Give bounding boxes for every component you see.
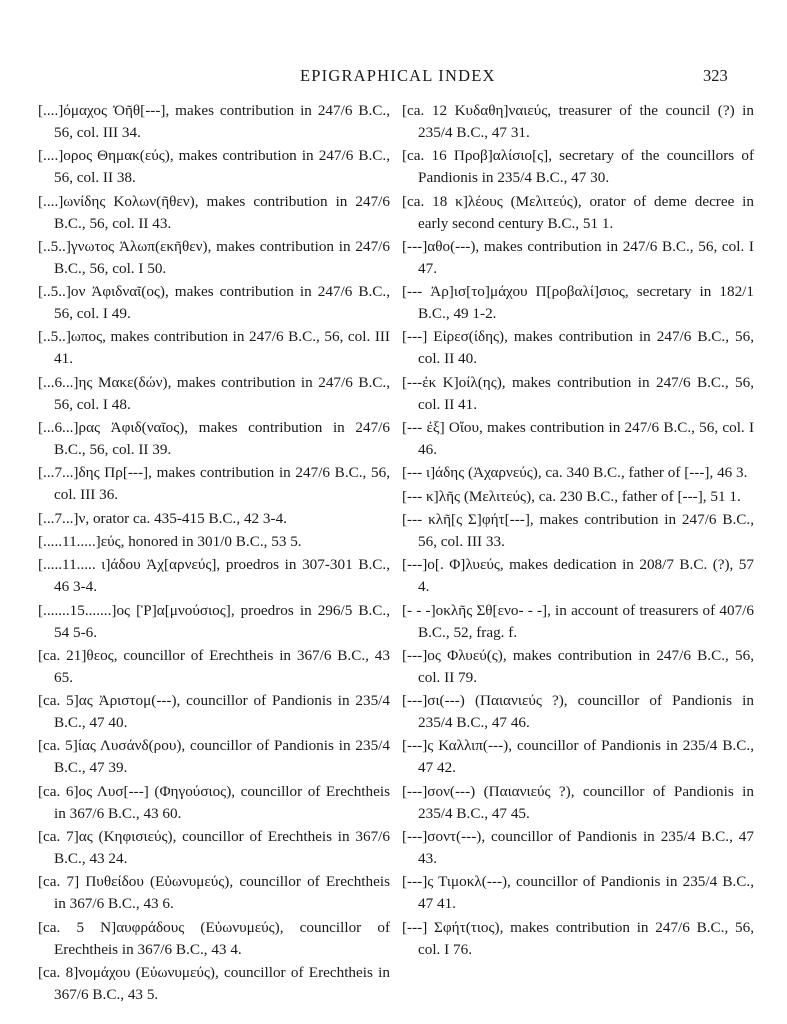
index-entry: [ca. 7] Πυθείδου (Εὐωνυμεύς), councillor of Erechtheis in 367/6 B.C., 43 6. [38,873,390,913]
page-header [0,66,787,90]
left-column [38,100,390,1007]
page-number: 323 [703,66,728,85]
index-entry: [--- ἐξ] Οἴου, makes contribution in 247/6 B.C., 56, col. I 46. [402,419,754,459]
index-entry: [ca. 8]νομάχου (Εὐωνυμεύς), councillor of Erechtheis in 367/6 B.C., 43 5. [38,963,390,1003]
index-entry: [ca. 5]ίας Λυσάνδ(ρου), councillor of Pandionis in 235/4 B.C., 47 39. [38,737,390,777]
index-entry: [....]όμαχος Ὀῆθ[---], makes contribution in 247/6 B.C., 56, col. III 34. [38,102,390,141]
index-entry: [---]σον(---) (Παιανιεύς ?), councillor of Pandionis in 235/4 B.C., 47 45. [402,782,754,822]
index-entry: [...6...]ρας Ἀφιδ(ναῖος), makes contribution in 247/6 B.C., 56, col. II 39. [38,419,390,459]
index-entry: [ca. 16 Προβ]αλίσιο[ς], secretary of the councillors of Pandionis in 235/4 B.C., 47 30. [402,147,754,187]
index-entry: [...7...]δης Πρ[---], makes contribution in 247/6 B.C., 56, col. III 36. [38,464,390,504]
index-entry: [..5..]γνωτος Ἀλωπ(εκῆθεν), makes contribution in 247/6 B.C., 56, col. I 50. [38,237,390,277]
index-entry: [.....11.....]εύς, honored in 301/0 B.C., 53 5. [38,532,302,550]
index-entry: [--- Ἀρ]ισ[το]μάχου Π[ροβαλί]σιος, secretary in 182/1 B.C., 49 1-2. [402,283,754,323]
index-entry: [---]αθο(---), makes contribution in 247/6 B.C., 56, col. I 47. [402,237,754,277]
index-entry: [ca. 7]ας (Κηφισιεύς), councillor of Erechtheis in 367/6 B.C., 43 24. [38,828,390,868]
index-entry: [....]ωνίδης Κολων(ῆθεν), makes contribution in 247/6 B.C., 56, col. II 43. [38,192,390,232]
index-entry: [---]σι(---) (Παιανιεύς ?), councillor of Pandionis in 235/4 B.C., 47 46. [402,692,754,732]
index-entry: [---ἐκ Κ]οίλ(ης), makes contribution in 247/6 B.C., 56, col. II 41. [402,373,754,413]
index-entry: [---]σοντ(---), councillor of Pandionis in 235/4 B.C., 47 43. [402,828,754,868]
index-entry: [--- κλῆ[ς Σ]φήτ[---], makes contribution in 247/6 B.C., 56, col. III 33. [402,510,754,550]
index-entry: [ca. 5]ας Ἀριστομ(---), councillor of Pandionis in 235/4 B.C., 47 40. [38,692,390,732]
index-entry: [ca. 12 Κυδαθη]ναιεύς, treasurer of the council (?) in 235/4 B.C., 47 31. [402,102,754,141]
index-entry: [...7...]ν, orator ca. 435-415 B.C., 42 3-4. [38,509,287,527]
index-entry: [- - -]οκλῆς Σθ[ενο- - -], in account of treasurers of 407/6 B.C., 52, frag. f. [402,601,754,641]
index-entry: [ca. 5 N]αυφράδους (Εὐωνυμεύς), councillor of Erechtheis in 367/6 B.C., 43 4. [38,918,390,958]
index-entry: [---]ο[. Φ]λυεύς, makes dedication in 208/7 B.C. (?), 57 4. [402,556,754,596]
index-entry: [---] Εἰρεσ(ίδης), makes contribution in 247/6 B.C., 56, col. II 40. [402,328,754,368]
index-entry: [---] Σφήτ(τιος), makes contribution in 247/6 B.C., 56, col. I 76. [402,918,754,958]
index-entry: [---]ος Φλυεύ(ς), makes contribution in 247/6 B.C., 56, col. II 79. [402,646,754,686]
index-entry: [ca. 6]ος Λυσ[---] (Φηγούσιος), councillor of Erechtheis in 367/6 B.C., 43 60. [38,782,390,822]
index-entry: [--- ι]άδης (Ἀχαρνεύς), ca. 340 B.C., father of [---], 46 3. [402,464,748,482]
index-entry: [---]ς Τιμοκλ(---), councillor of Pandionis in 235/4 B.C., 47 41. [402,873,754,913]
index-entry: [ca. 21]θεος, councillor of Erechtheis in 367/6 B.C., 43 65. [38,646,390,686]
index-entry: [---]ς Καλλιπ(---), councillor of Pandionis in 235/4 B.C., 47 42. [402,737,754,777]
index-entry: [...6...]ης Μακε(δών), makes contribution in 247/6 B.C., 56, col. I 48. [38,373,390,413]
index-entry: [.....11..... ι]άδου Ἀχ[αρνεύς], proedros in 307-301 B.C., 46 3-4. [38,556,390,596]
index-entry: [ca. 18 κ]λέους (Μελιτεύς), orator of deme decree in early second century B.C., 51 1. [402,192,754,232]
index-entry: [--- κ]λῆς (Μελιτεύς), ca. 230 B.C., father of [---], 51 1. [402,487,741,505]
running-title: EPIGRAPHICAL INDEX [300,66,496,85]
index-entry: [..5..]ον Ἀφιδναῖ(ος), makes contribution in 247/6 B.C., 56, col. I 49. [38,283,390,323]
index-entry: [.......15.......]ος [Ῥ]α[μνούσιος], proedros in 296/5 B.C., 54 5-6. [38,601,390,641]
index-entry: [..5..]ωπος, makes contribution in 247/6 B.C., 56, col. III 41. [38,328,390,368]
index-entry: [....]ορος Θημακ(εύς), makes contribution in 247/6 B.C., 56, col. II 38. [38,147,390,187]
right-column [402,100,754,962]
